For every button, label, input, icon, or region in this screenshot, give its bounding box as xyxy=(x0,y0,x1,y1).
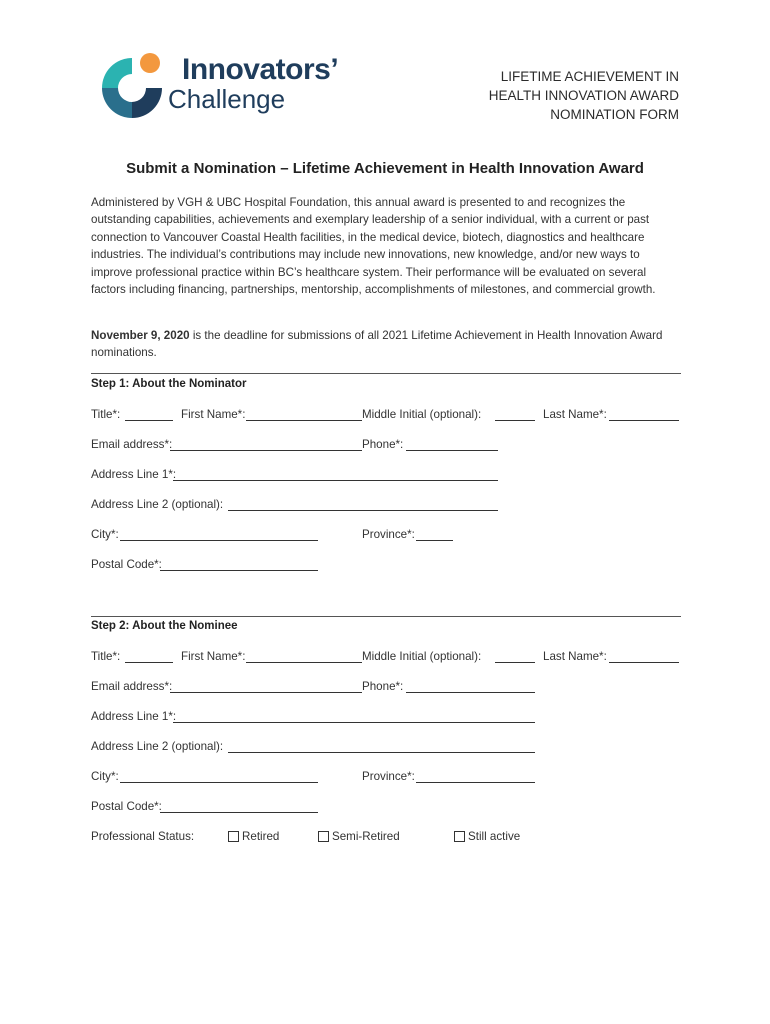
nominator-last-name-label: Last Name*: xyxy=(543,408,607,421)
nominator-city-label: City*: xyxy=(91,528,119,541)
nominator-email-label: Email address*: xyxy=(91,438,173,451)
nominee-address2-label: Address Line 2 (optional): xyxy=(91,740,224,753)
section-divider xyxy=(91,616,681,617)
nominator-postal-code-field[interactable] xyxy=(160,570,318,571)
nominator-address1-field[interactable] xyxy=(173,480,498,481)
nominee-last-name-field[interactable] xyxy=(609,662,679,663)
nominator-postal-code-label: Postal Code*: xyxy=(91,558,162,571)
nominator-phone-label: Phone*: xyxy=(362,438,404,451)
nominee-city-field[interactable] xyxy=(120,782,318,783)
nominee-email-field[interactable] xyxy=(170,692,362,693)
nominee-city-label: City*: xyxy=(91,770,119,783)
nominator-title-field[interactable] xyxy=(125,420,173,421)
step1-heading: Step 1: About the Nominator xyxy=(91,378,247,390)
page-title: Submit a Nomination – Lifetime Achievement in Health Innovation Award xyxy=(126,160,644,177)
nominee-province-field[interactable] xyxy=(416,782,535,783)
nominator-first-name-label: First Name*: xyxy=(181,408,246,421)
nominator-address2-field[interactable] xyxy=(228,510,498,511)
nominator-phone-field[interactable] xyxy=(406,450,498,451)
semi-retired-option-label: Semi-Retired xyxy=(332,830,400,843)
nominator-middle-initial-label: Middle Initial (optional): xyxy=(362,408,482,421)
nominator-city-field[interactable] xyxy=(120,540,318,541)
still-active-option-label: Still active xyxy=(468,830,521,843)
retired-checkbox[interactable] xyxy=(228,831,239,842)
nominee-province-label: Province*: xyxy=(362,770,415,783)
nominee-address1-label: Address Line 1*: xyxy=(91,710,177,723)
form-header xyxy=(489,67,679,124)
professional-status-label: Professional Status: xyxy=(91,830,195,843)
logo-wordmark-top: Innovators’ xyxy=(182,53,339,86)
nominee-postal-code-label: Postal Code*: xyxy=(91,800,162,813)
step2-heading: Step 2: About the Nominee xyxy=(91,620,238,632)
nominator-province-field[interactable] xyxy=(416,540,453,541)
header-line: NOMINATION FORM xyxy=(550,107,679,122)
nominee-postal-code-field[interactable] xyxy=(160,812,318,813)
nominee-email-label: Email address*: xyxy=(91,680,173,693)
nominee-title-field[interactable] xyxy=(125,662,173,663)
nominee-middle-initial-label: Middle Initial (optional): xyxy=(362,650,482,663)
section-divider xyxy=(91,373,681,374)
deadline-paragraph xyxy=(91,327,681,362)
nominator-title-label: Title*: xyxy=(91,408,121,421)
header-line: HEALTH INNOVATION AWARD xyxy=(488,88,679,103)
header-line: LIFETIME ACHIEVEMENT IN xyxy=(500,69,679,84)
description-paragraph: Administered by VGH & UBC Hospital Foundation, this annual award is presented to and recognizes the outstanding capabilities, achievements and exemplary leadership of a senior individual, with a current or past connection to Vancouver Coastal Health facilities, in the medical device, biotech, diagnostics and healthcare industries. The individual’s contributions may include new innovations, new knowledge, and/or new ways to improve professional practice within BC’s healthcare system. Their performance will be evaluated on several factors including financing, partnerships, mentorship, accomplishments of milestones, and commercial growth. xyxy=(91,196,656,297)
nominator-first-name-field[interactable] xyxy=(246,420,362,421)
nominator-middle-initial-field[interactable] xyxy=(495,420,535,421)
nominee-middle-initial-field[interactable] xyxy=(495,662,535,663)
deadline-text: is the deadline for submissions of all 2021 Lifetime Achievement in Health Innovation Award nominations. xyxy=(91,329,663,360)
nominee-first-name-label: First Name*: xyxy=(181,650,246,663)
nominator-address1-label: Address Line 1*: xyxy=(91,468,177,481)
nominator-address2-label: Address Line 2 (optional): xyxy=(91,498,224,511)
nominator-email-field[interactable] xyxy=(170,450,362,451)
nominee-first-name-field[interactable] xyxy=(246,662,362,663)
deadline-date: November 9, 2020 xyxy=(91,329,190,342)
retired-option-label: Retired xyxy=(242,830,280,843)
nominator-last-name-field[interactable] xyxy=(609,420,679,421)
nominee-last-name-label: Last Name*: xyxy=(543,650,607,663)
nominee-phone-field[interactable] xyxy=(406,692,535,693)
logo-wordmark-bottom: Challenge xyxy=(168,84,286,114)
nominee-address1-field[interactable] xyxy=(173,722,535,723)
nominee-phone-label: Phone*: xyxy=(362,680,404,693)
semi-retired-checkbox[interactable] xyxy=(318,831,329,842)
nominee-title-label: Title*: xyxy=(91,650,121,663)
nominator-province-label: Province*: xyxy=(362,528,415,541)
still-active-checkbox[interactable] xyxy=(454,831,465,842)
nominee-address2-field[interactable] xyxy=(228,752,535,753)
